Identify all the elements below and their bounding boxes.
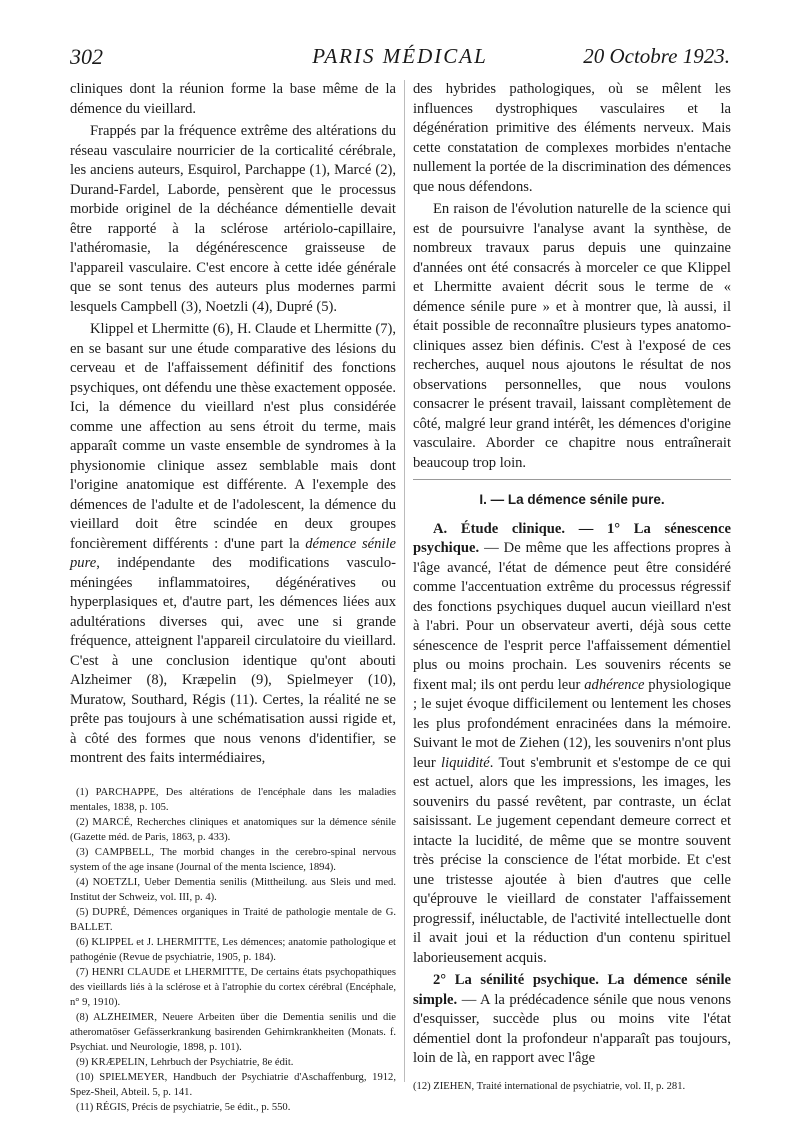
- paragraph: En raison de l'évolution naturelle de la science qui est de poursuivre l'analyse avant la synthèse, de nombreux travaux parus depuis une quinzaine d'années ont été consacrés à morceler ce que Klippel et Lhermitte avaient décrit sous le terme de « démence sénile pure » et à montrer que, là aussi, il était possible de reconnaître plusieurs types anatomo-cliniques assez bien définis. C'est à l'exposé de ces recherches, auquel nous ajoutons le résultat de nos observations personnelles, que nous voulons consacrer le présent travail, laissant complètement de côté, malgré leur grand intérêt, les démences d'origine vasculaire. Aborder ce chapitre nous entraînerait beaucoup trop loin.: [413, 201, 731, 471]
- footnote: (10) SPIELMEYER, Handbuch der Psychiatrie d'Aschaffenburg, 1912, Spez-Sheil, Abteil. 5, p. 141.: [70, 1071, 396, 1098]
- text-run: — A la prédécadence sénile que nous venons d'esquisser, succède plus ou moins vite l'état démentiel dont la profondeur n'apparaît pas toujours, loin de là, en rapport avec l'âge: [413, 991, 731, 1066]
- page-number: 302: [70, 44, 103, 69]
- left-column: [70, 80, 396, 1115]
- footnote: (7) HENRI CLAUDE et LHERMITTE, De certains états psychopathiques des vieillards liés à la sclérose et à l'atrophie du cortex cérébral (Encéphale, n° 9, 1910).: [70, 966, 396, 1008]
- text-run: — De même que les affections propres à l'âge avancé, l'état de démence peut être considéré comme l'accentuation extrême du processus régressif des fonctions psychiques duquel aucun vieillard n'est à l'abri. Pour un observateur averti, déjà sous cette sénescence de l'esprit perce l'affaissement démentiel plus ou moins prochain. Les souvenirs récents se fixent mal; ils ont perdu leur: [413, 540, 731, 693]
- paragraph: [70, 320, 396, 769]
- journal-title: PARIS MÉDICAL: [312, 44, 488, 68]
- right-column: [413, 80, 731, 1094]
- section-divider: [413, 479, 731, 480]
- paragraph: [413, 520, 731, 969]
- footnote: (1) PARCHAPPE, Des altérations de l'encéphale dans les maladies mentales, 1838, p. 105.: [70, 786, 396, 813]
- emphasis: adhérence: [584, 676, 645, 693]
- footnote: (6) KLIPPEL et J. LHERMITTE, Les démences; anatomie pathologique et pathogénie (Revue de psychiatrie, 1905, p. 184).: [70, 936, 396, 963]
- emphasis: démence sénile pure: [70, 535, 397, 571]
- text-run: . Tout s'embrunit et s'estompe de ce qui est actuel, alors que les impressions, les images, les souvenirs du passé revêtent, par contraste, un éclat saisissant. Le jugement cependant demeure correct et intacte la lucidité, de même que se montre souvent très précise la conscience de l'état morbide. Et c'est une tristesse ajoutée à bien d'autres que celle qu'éprouve le vieillard de constater l'affaissement progressif, inéluctable, de l'activité intellectuelle dont il avait joui et la réduction d'un contenu spirituel laborieusement acquis.: [413, 754, 731, 966]
- footnote: (3) CAMPBELL, The morbid changes in the cerebro-spinal nervous system of the age insane (Journal of the menta lscience, 1894).: [70, 846, 396, 873]
- page-header: [70, 44, 730, 74]
- footnote: (2) MARCÉ, Recherches cliniques et anatomiques sur la démence sénile (Gazette méd. de Paris, 1863, p. 433).: [70, 816, 396, 843]
- subheading: A. Étude clinique. — 1° La sénescence psychique.: [413, 520, 731, 556]
- footnotes: [413, 1079, 731, 1094]
- text-run: , indépendante des modifications vasculo-méningées inflammatoires, dégénératives ou hyperplasiques et, d'autre part, les démences liées aux adultérations diverses qui, avec une si grande fréquence, atteignent l'appareil circulatoire du vieillard. C'est à une conclusion identique qu'ont abouti Alzheimer (8), Kræpelin (9), Spielmeyer (10), Muratow, Southard, Régis (11). Certes, la réalité ne se prête pas toujours à une schématisation aussi rigide et, à côté des formes que nous venons d'identifier, se montrent des faits intermédiaires,: [70, 555, 396, 766]
- section-title: I. — La démence sénile pure.: [479, 492, 665, 507]
- subheading: 2° La sénilité psychique. La démence sénile simple.: [413, 972, 731, 1008]
- column-divider: [404, 80, 405, 1082]
- footnote: (11) RÉGIS, Précis de psychiatrie, 5e édit., p. 550.: [76, 1101, 291, 1113]
- footnote: (8) ALZHEIMER, Neuere Arbeiten über die Dementia senilis und die atheromatöser Gefässerkrankung basirenden Gehirnkrankheiten (Monats. f. Psychiat. und Neurologie, 1898, p. 101).: [70, 1011, 396, 1053]
- footnote: (9) KRÆPELIN, Lehrbuch der Psychiatrie, 8e édit.: [76, 1056, 294, 1068]
- emphasis: liquidité: [441, 754, 490, 771]
- footnote: (12) ZIEHEN, Traité international de psychiatrie, vol. II, p. 281.: [413, 1080, 686, 1092]
- text-run: physiologique ; le sujet évoque difficilement ou lentement les choses les plus profondément enracinées dans la mémoire. Suivant le mot de Ziehen (12), les souvenirs n'ont plus leur: [413, 676, 731, 771]
- paragraph: cliniques dont la réunion forme la base même de la démence du vieillard.: [70, 81, 396, 117]
- paragraph: des hybrides pathologiques, où se mêlent les influences dystrophiques vasculaires et la dégénération primitive des éléments nerveux. Mais cette constatation de complexes morbides n'entache nullement la portée de la discrimination des démences que nous défendons.: [413, 81, 731, 195]
- paragraph: [413, 971, 731, 1069]
- footnote: (4) NOETZLI, Ueber Dementia senilis (Mittheilung. aus Sleis und med. Institut der Schweiz, vol. III, p. 4).: [70, 876, 396, 903]
- text-run: Klippel et Lhermitte (6), H. Claude et Lhermitte (7), en se basant sur une étude comparative des lésions du cerveau et de l'affaissement définitif des fonctions psychiques, ont défendu une thèse exactement opposée. Ici, la démence du vieillard n'est plus considérée comme une affection au sens étroit du terme, mais apparaît comme un vaste ensemble de syndromes à la physionomie clinique assez semblable mais dont l'origine anatomique est différente. A l'exemple des démences de l'adulte et de l'adolescent, la démence du vieillard doit être scindée en deux groupes foncièrement différents : d'une part la: [70, 321, 396, 552]
- footnotes: [70, 785, 396, 1115]
- issue-date: 20 Octobre 1923.: [583, 44, 730, 68]
- footnote: (5) DUPRÉ, Démences organiques in Traité de pathologie mentale de G. BALLET.: [70, 906, 396, 933]
- paragraph: Frappés par la fréquence extrême des altérations du réseau vasculaire nourricier de la corticalité cérébrale, les anciens auteurs, Esquirol, Parchappe (1), Marcé (2), Durand-Fardel, Laborde, pensèrent que le processus morbide originel de la déchéance démentielle devait être rapporté à la sclérose artériolo-capillaire, l'athéromasie, la dégénérescence graisseuse de l'appareil vasculaire. C'est encore à cette idée générale que se sont tenus des auteurs plus modernes parmi lesquels Campbell (3), Noetzli (4), Dupré (5).: [70, 123, 396, 315]
